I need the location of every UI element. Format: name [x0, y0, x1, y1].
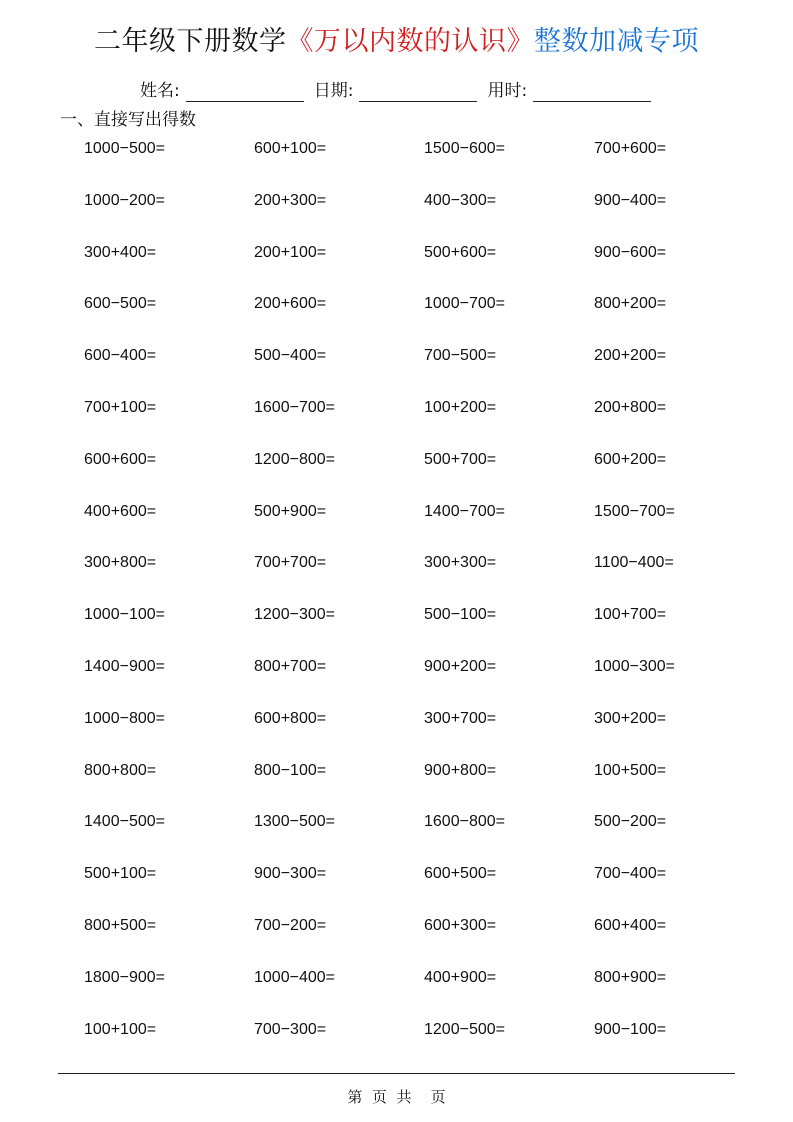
problem-row: [84, 967, 764, 1019]
problem-item: 1500−700=: [594, 502, 675, 520]
problem-item: 700+100=: [84, 398, 157, 416]
problem-item: 1200−800=: [254, 450, 335, 468]
problem-row: [84, 863, 764, 915]
problem-item: 700−400=: [594, 865, 667, 883]
problem-item: 600+600=: [84, 450, 157, 468]
problem-row: [84, 552, 764, 604]
problem-row: [84, 656, 764, 708]
problem-row: [84, 345, 764, 397]
problem-item: 800+700=: [254, 657, 327, 675]
problem-item: 600−400=: [84, 347, 157, 365]
problem-item: 600+500=: [424, 865, 497, 883]
problem-item: 1000−200=: [84, 191, 165, 209]
problem-item: 900+200=: [424, 657, 497, 675]
problem-item: 300+800=: [84, 554, 157, 572]
name-label: 姓名:: [140, 81, 180, 101]
problem-item: 900−100=: [594, 1020, 667, 1038]
problem-item: 700−300=: [254, 1020, 327, 1038]
problem-row: [84, 449, 764, 501]
problem-item: 1000−400=: [254, 968, 335, 986]
problem-item: 900−600=: [594, 243, 667, 261]
problem-item: 100+100=: [84, 1020, 157, 1038]
problem-item: 100+200=: [424, 398, 497, 416]
time-field: [487, 80, 661, 102]
problem-item: 1000−800=: [84, 709, 165, 727]
problem-item: 500−200=: [594, 813, 667, 831]
problem-item: 500−100=: [424, 606, 497, 624]
problem-item: 300+400=: [84, 243, 157, 261]
section-heading: 一、直接写出得数: [60, 110, 196, 130]
problem-item: 400+900=: [424, 968, 497, 986]
problem-row: [84, 708, 764, 760]
problem-item: 1400−900=: [84, 657, 165, 675]
problem-item: 600+400=: [594, 916, 667, 934]
title-topic: 《万以内数的认识》: [286, 26, 534, 57]
problem-item: 200+600=: [254, 295, 327, 313]
problem-item: 1500−600=: [424, 140, 505, 157]
problem-item: 600+100=: [254, 140, 327, 157]
problem-row: [84, 501, 764, 553]
problem-item: 700+600=: [594, 140, 667, 157]
problem-item: 300+700=: [424, 709, 497, 727]
problem-row: [84, 138, 764, 190]
problem-item: 900+800=: [424, 761, 497, 779]
problem-row: [84, 397, 764, 449]
problem-item: 600−500=: [84, 295, 157, 313]
title-subject: 整数加减专项: [534, 26, 699, 57]
problem-item: 500+100=: [84, 865, 157, 883]
problem-item: 1200−300=: [254, 606, 335, 624]
problem-item: 1000−100=: [84, 606, 165, 624]
problem-item: 1000−300=: [594, 657, 675, 675]
problem-item: 800+500=: [84, 916, 157, 934]
problem-item: 200+200=: [594, 347, 667, 365]
problem-item: 900−400=: [594, 191, 667, 209]
problem-item: 600+300=: [424, 916, 497, 934]
problem-row: [84, 915, 764, 967]
date-field: [314, 80, 488, 102]
problem-item: 600+200=: [594, 450, 667, 468]
problem-item: 1400−700=: [424, 502, 505, 520]
date-blank[interactable]: [359, 85, 477, 102]
problem-item: 1800−900=: [84, 968, 165, 986]
problem-item: 1000−500=: [84, 140, 165, 157]
problem-row: [84, 190, 764, 242]
page-title: [0, 22, 793, 62]
title-grade: 二年级下册数学: [94, 26, 287, 57]
problem-item: 600+800=: [254, 709, 327, 727]
problem-item: 500+700=: [424, 450, 497, 468]
problem-item: 800+200=: [594, 295, 667, 313]
problem-item: 500+900=: [254, 502, 327, 520]
problem-item: 1300−500=: [254, 813, 335, 831]
problem-grid: [84, 138, 764, 1070]
problem-item: 800+800=: [84, 761, 157, 779]
problem-item: 200+100=: [254, 243, 327, 261]
problem-row: [84, 811, 764, 863]
date-label: 日期:: [313, 81, 354, 101]
problem-item: 800−100=: [254, 761, 327, 779]
problem-item: 1000−700=: [424, 295, 505, 313]
problem-item: 500+600=: [424, 243, 497, 261]
student-info-row: [140, 80, 661, 102]
problem-item: 400−300=: [424, 191, 497, 209]
problem-item: 100+700=: [594, 606, 667, 624]
time-label: 用时:: [487, 81, 528, 101]
problem-item: 1400−500=: [84, 813, 165, 831]
problem-item: 700−500=: [424, 347, 497, 365]
problem-item: 900−300=: [254, 865, 327, 883]
problem-item: 200+800=: [594, 398, 667, 416]
problem-item: 700+700=: [254, 554, 327, 572]
problem-item: 300+300=: [424, 554, 497, 572]
problem-row: [84, 760, 764, 812]
problem-item: 700−200=: [254, 916, 327, 934]
name-blank[interactable]: [186, 85, 304, 102]
time-blank[interactable]: [533, 85, 651, 102]
problem-item: 100+500=: [594, 761, 667, 779]
problem-row: [84, 242, 764, 294]
problem-item: 800+900=: [594, 968, 667, 986]
problem-item: 1600−800=: [424, 813, 505, 831]
problem-item: 1100−400=: [594, 554, 674, 572]
problem-item: 300+200=: [594, 709, 667, 727]
problem-item: 1200−500=: [424, 1020, 505, 1038]
name-field: [140, 80, 314, 102]
problem-row: [84, 293, 764, 345]
problem-item: 400+600=: [84, 502, 157, 520]
problem-item: 200+300=: [254, 191, 327, 209]
problem-row: [84, 604, 764, 656]
problem-row: [84, 1019, 764, 1071]
page-footer: 第 页 共 页: [347, 1088, 446, 1106]
footer-divider: [58, 1073, 735, 1074]
problem-item: 1600−700=: [254, 398, 335, 416]
problem-item: 500−400=: [254, 347, 327, 365]
